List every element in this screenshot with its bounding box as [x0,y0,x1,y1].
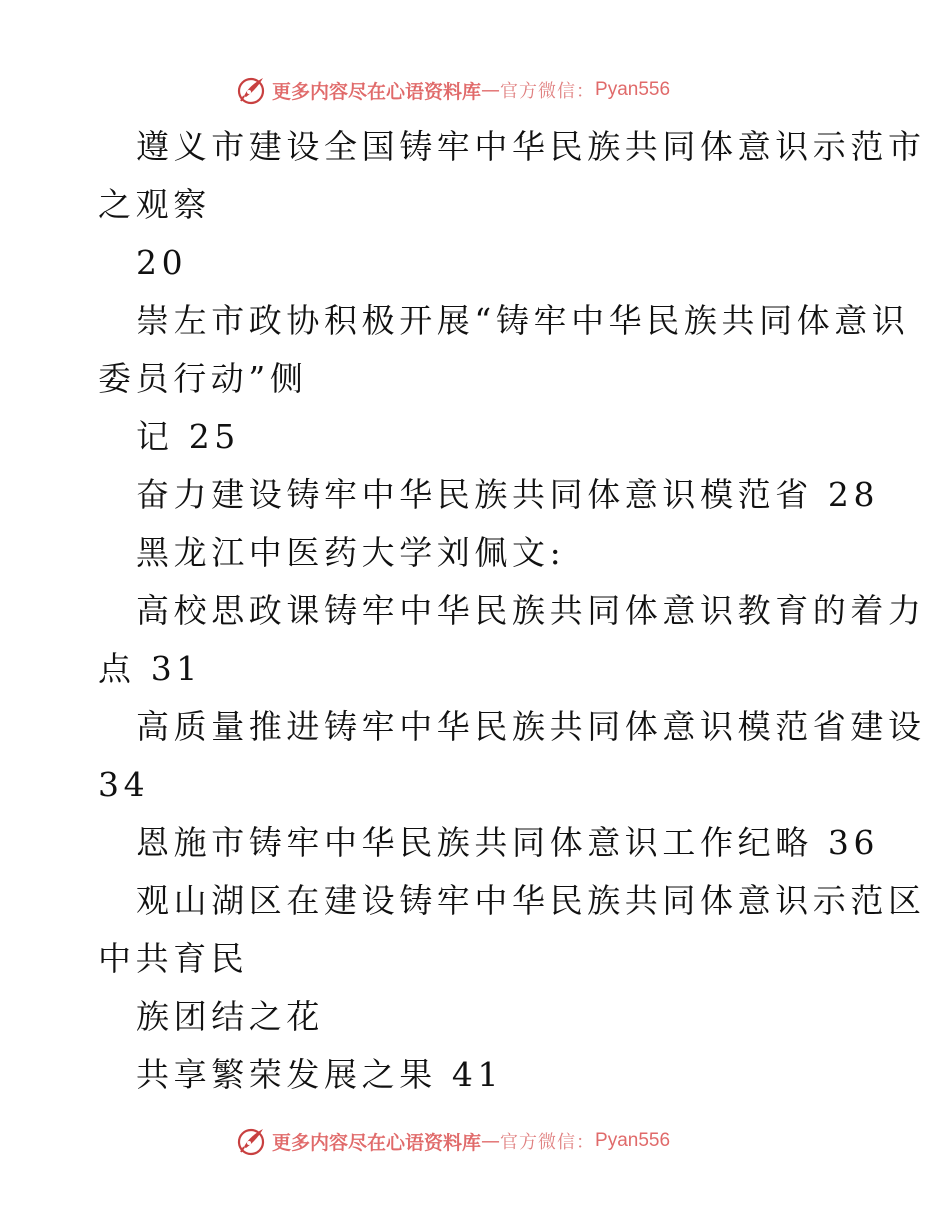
watermark-main-text: 更多内容尽在心语资料库 [272,80,482,103]
toc-line: 点 31 [98,649,202,688]
toc-line: 中共育民 [98,939,249,978]
watermark-wechat-id: Pyan556 [595,79,671,100]
header-watermark [236,73,670,107]
toc-line: 奋力建设铸牢中华民族共同体意识模范省 28 [136,475,880,514]
toc-line: 之观察 [98,185,211,224]
toc-line: 34 [98,765,150,804]
toc-line: 委员行动”侧 [98,359,308,398]
toc-line: 恩施市铸牢中华民族共同体意识工作纪略 36 [136,823,880,862]
toc-line: 遵义市建设全国铸牢中华民族共同体意识示范市 [136,127,926,166]
watermark-wechat-label: 官方微信： [500,81,596,102]
quill-pen-logo-icon [236,1125,268,1157]
toc-line: 高校思政课铸牢中华民族共同体意识教育的着力 [136,591,926,630]
watermark-separator: — [481,1130,501,1152]
toc-line: 观山湖区在建设铸牢中华民族共同体意识示范区 [136,881,926,920]
footer-watermark [236,1124,670,1158]
watermark-main-text: 更多内容尽在心语资料库 [272,1131,482,1154]
watermark-separator: — [481,79,501,101]
toc-line: 共享繁荣发展之果 41 [136,1055,504,1094]
watermark-wechat-label: 官方微信： [500,1132,596,1153]
quill-pen-logo-icon [236,74,268,106]
toc-line: 黑龙江中医药大学刘佩文: [136,533,566,572]
watermark-wechat-id: Pyan556 [595,1130,671,1151]
toc-line: 崇左市政协积极开展“铸牢中华民族共同体意识 [136,301,910,340]
toc-line: 高质量推进铸牢中华民族共同体意识模范省建设 [136,707,926,746]
document-body [98,118,926,1104]
toc-line: 20 [136,243,188,282]
toc-line: 记 25 [136,417,240,456]
toc-line: 族团结之花 [136,997,324,1036]
